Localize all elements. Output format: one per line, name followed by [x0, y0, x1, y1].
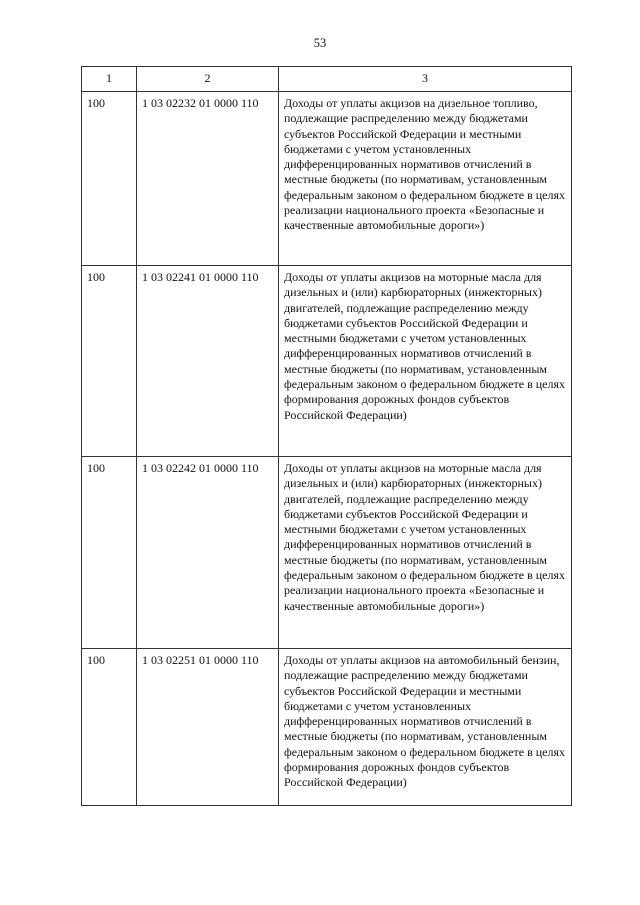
table-row: [82, 92, 572, 266]
admin-code-cell: 100: [82, 266, 137, 457]
table-header-row: [82, 67, 572, 92]
table-row: [82, 457, 572, 649]
revenue-code-table: [81, 66, 572, 806]
revenue-code-cell: 1 03 02242 01 0000 110: [137, 457, 279, 649]
revenue-description-cell: Доходы от уплаты акцизов на моторные масла для дизельных и (или) карбюраторных (инжекторных) двигателей, подлежащие распределению между бюджетами субъектов Российской Федерации и местными бюджетами с учетом установленных дифференцированных нормативов отчислений в местные бюджеты (по нормативам, установленным федеральным законом о федеральном бюджете в целях формирования дорожных фондов субъектов Российской Федерации): [279, 266, 572, 457]
revenue-description-cell: Доходы от уплаты акцизов на автомобильный бензин, подлежащие распределению между бюджетами субъектов Российской Федерации и местными бюджетами с учетом установленных дифференцированных нормативов отчислений в местные бюджеты (по нормативам, установленным федеральным законом о федеральном бюджете в целях формирования дорожных фондов субъектов Российской Федерации): [279, 649, 572, 806]
table-row: [82, 266, 572, 457]
revenue-code-cell: 1 03 02232 01 0000 110: [137, 92, 279, 266]
revenue-description-cell: Доходы от уплаты акцизов на дизельное топливо, подлежащие распределению между бюджетами субъектов Российской Федерации и местными бюджетами с учетом установленных дифференцированных нормативов отчислений в местные бюджеты (по нормативам, установленным федеральным законом о федеральном бюджете в целях реализации национального проекта «Безопасные и качественные автомобильные дороги»): [279, 92, 572, 266]
revenue-code-cell: 1 03 02241 01 0000 110: [137, 266, 279, 457]
admin-code-cell: 100: [82, 649, 137, 806]
column-header-3: 3: [279, 67, 572, 92]
admin-code-cell: 100: [82, 92, 137, 266]
revenue-description-cell: Доходы от уплаты акцизов на моторные масла для дизельных и (или) карбюраторных (инжекторных) двигателей, подлежащие распределению между бюджетами субъектов Российской Федерации и местными бюджетами с учетом установленных дифференцированных нормативов отчислений в местные бюджеты (по нормативам, установленным федеральным законом о федеральном бюджете в целях реализации национального проекта «Безопасные и качественные автомобильные дороги»): [279, 457, 572, 649]
table-row: [82, 649, 572, 806]
revenue-code-cell: 1 03 02251 01 0000 110: [137, 649, 279, 806]
admin-code-cell: 100: [82, 457, 137, 649]
page-number: 53: [313, 36, 327, 50]
column-header-1: 1: [82, 67, 137, 92]
column-header-2: 2: [137, 67, 279, 92]
